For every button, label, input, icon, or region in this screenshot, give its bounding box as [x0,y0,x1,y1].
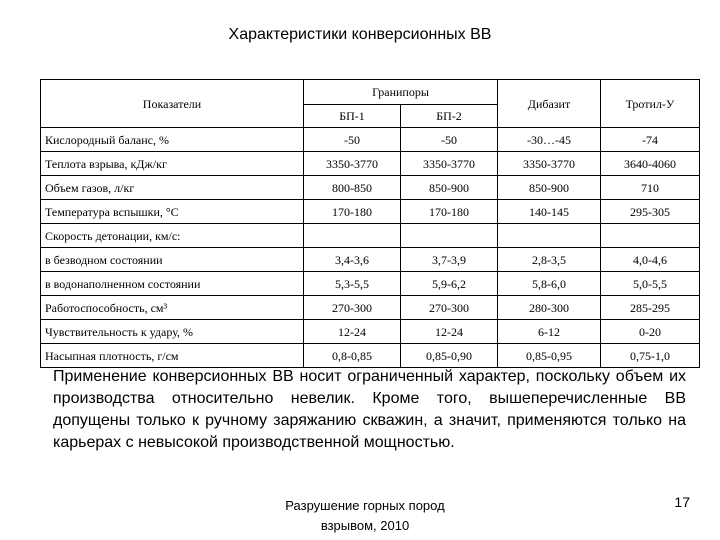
table-row [41,224,700,248]
header-trotil: Тротил-У [601,80,700,128]
header-indicators: Показатели [41,80,304,128]
table-row [41,320,700,344]
table-cell: 295-305 [601,200,700,224]
table-cell: 12-24 [304,320,401,344]
slide-title: Характеристики конверсионных ВВ [228,26,492,43]
table-cell: 12-24 [401,320,498,344]
header-bp2: БП-2 [401,105,498,128]
table-cell: -50 [401,128,498,152]
table-cell: 3350-3770 [498,152,601,176]
table-row [41,272,700,296]
table-cell: 140-145 [498,200,601,224]
row-label: Насыпная плотность, г/см [41,344,304,368]
table-cell [498,224,601,248]
table-cell: 2,8-3,5 [498,248,601,272]
table-cell [601,224,700,248]
table-row [41,200,700,224]
table-cell: -50 [304,128,401,152]
table-cell: -74 [601,128,700,152]
table-cell: 6-12 [498,320,601,344]
explosives-table [40,79,700,368]
table-cell: 3,7-3,9 [401,248,498,272]
table-cell: 0,85-0,90 [401,344,498,368]
header-bp1: БП-1 [304,105,401,128]
table-cell: -30…-45 [498,128,601,152]
table-cell: 5,8-6,0 [498,272,601,296]
table-cell: 5,9-6,2 [401,272,498,296]
table-cell: 850-900 [401,176,498,200]
table-row [41,128,700,152]
table-cell: 170-180 [401,200,498,224]
table-cell: 0,8-0,85 [304,344,401,368]
table-cell: 270-300 [304,296,401,320]
table-cell: 800-850 [304,176,401,200]
table-row [41,344,700,368]
row-label: Температура вспышки, °С [41,200,304,224]
row-label: Работоспособность, см³ [41,296,304,320]
table-cell [401,224,498,248]
table-cell: 3,4-3,6 [304,248,401,272]
footer [245,496,485,536]
table-cell: 280-300 [498,296,601,320]
table-cell: 0,85-0,95 [498,344,601,368]
table-body [41,128,700,368]
table-cell: 850-900 [498,176,601,200]
footer-line-2: взрывом, 2010 [320,518,410,533]
table-row [41,296,700,320]
header-dibazit: Дибазит [498,80,601,128]
row-label: Теплота взрыва, кДж/кг [41,152,304,176]
row-label: Кислородный баланс, % [41,128,304,152]
body-paragraph: Применение конверсионных ВВ носит ограниченный характер, поскольку объем их производства относительно невелик. Кроме того, вышеперечисленные ВВ допущены только к ручному заряжанию скважин, а значит, применяются только на карьерах с невысокой производственной мощностью. [53,368,686,451]
table-row [41,152,700,176]
table-cell: 0-20 [601,320,700,344]
row-label: в безводном состоянии [41,248,304,272]
table-cell: 4,0-4,6 [601,248,700,272]
table-cell: 3640-4060 [601,152,700,176]
table-row [41,176,700,200]
table-cell: 710 [601,176,700,200]
table-cell: 5,0-5,5 [601,272,700,296]
row-label: Скорость детонации, км/с: [41,224,304,248]
table-cell: 3350-3770 [401,152,498,176]
row-label: Чувствительность к удару, % [41,320,304,344]
table-cell [304,224,401,248]
table-row [41,248,700,272]
row-label: в водонаполненном состоянии [41,272,304,296]
table-cell: 285-295 [601,296,700,320]
table-cell: 170-180 [304,200,401,224]
table-header-row [41,80,700,105]
header-granipory: Гранипоры [304,80,498,105]
table-cell: 0,75-1,0 [601,344,700,368]
table-cell: 5,3-5,5 [304,272,401,296]
footer-line-1: Разрушение горных пород [285,498,445,513]
table-cell: 3350-3770 [304,152,401,176]
table-cell: 270-300 [401,296,498,320]
row-label: Объем газов, л/кг [41,176,304,200]
page-number: 17 [674,494,690,510]
